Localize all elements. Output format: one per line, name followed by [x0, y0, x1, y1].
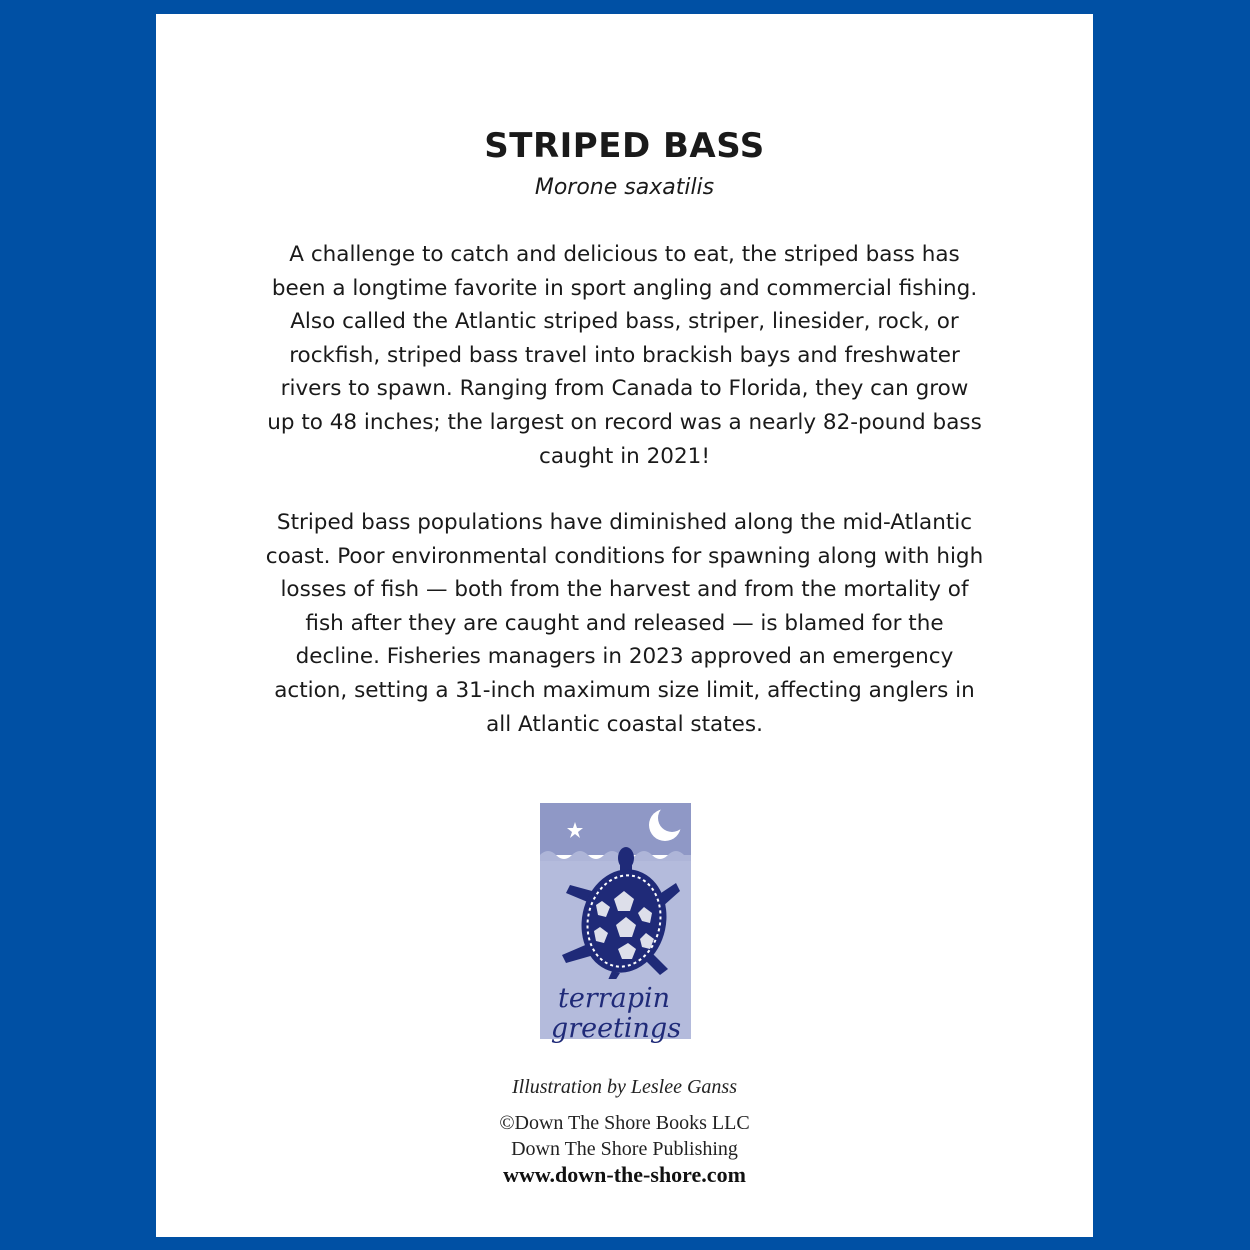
card-page	[156, 14, 1093, 1237]
scientific-name: Morone saxatilis	[534, 175, 715, 200]
description-paragraph-1: A challenge to catch and delicious to eat, the striped bass has been a longtime favorite in sport angling and commercial fishing. Also called the Atlantic striped bass, striper, linesider, rock, or rockfish, striped bass travel into brackish bays and freshwater rivers to spawn. Ranging from Canada to Florida, they can grow up to 48 inches; the largest on record was a nearly 82-pound bass caught in 2021!	[267, 242, 982, 469]
description-paragraph-2: Striped bass populations have diminished along the mid-Atlantic coast. Poor environmental conditions for spawning along with high losses of fish — both from the harvest and from the mortality of fish after they are caught and released — is blamed for the decline. Fisheries managers in 2023 approved an emergency action, setting a 31-inch maximum size limit, affecting anglers in all Atlantic coastal states.	[265, 510, 984, 737]
terrapin-logo	[540, 803, 696, 1071]
illustration-credit: Illustration by Leslee Ganss	[512, 1076, 737, 1098]
page-title: STRIPED BASS	[484, 126, 765, 166]
copyright-line: ©Down The Shore Books LLC	[499, 1112, 750, 1134]
logo-text-greetings: greetings	[550, 1013, 682, 1044]
logo-text-terrapin: terrapin	[557, 983, 671, 1014]
publisher-line: Down The Shore Publishing	[511, 1138, 738, 1160]
website-link[interactable]: www.down-the-shore.com	[503, 1162, 746, 1187]
